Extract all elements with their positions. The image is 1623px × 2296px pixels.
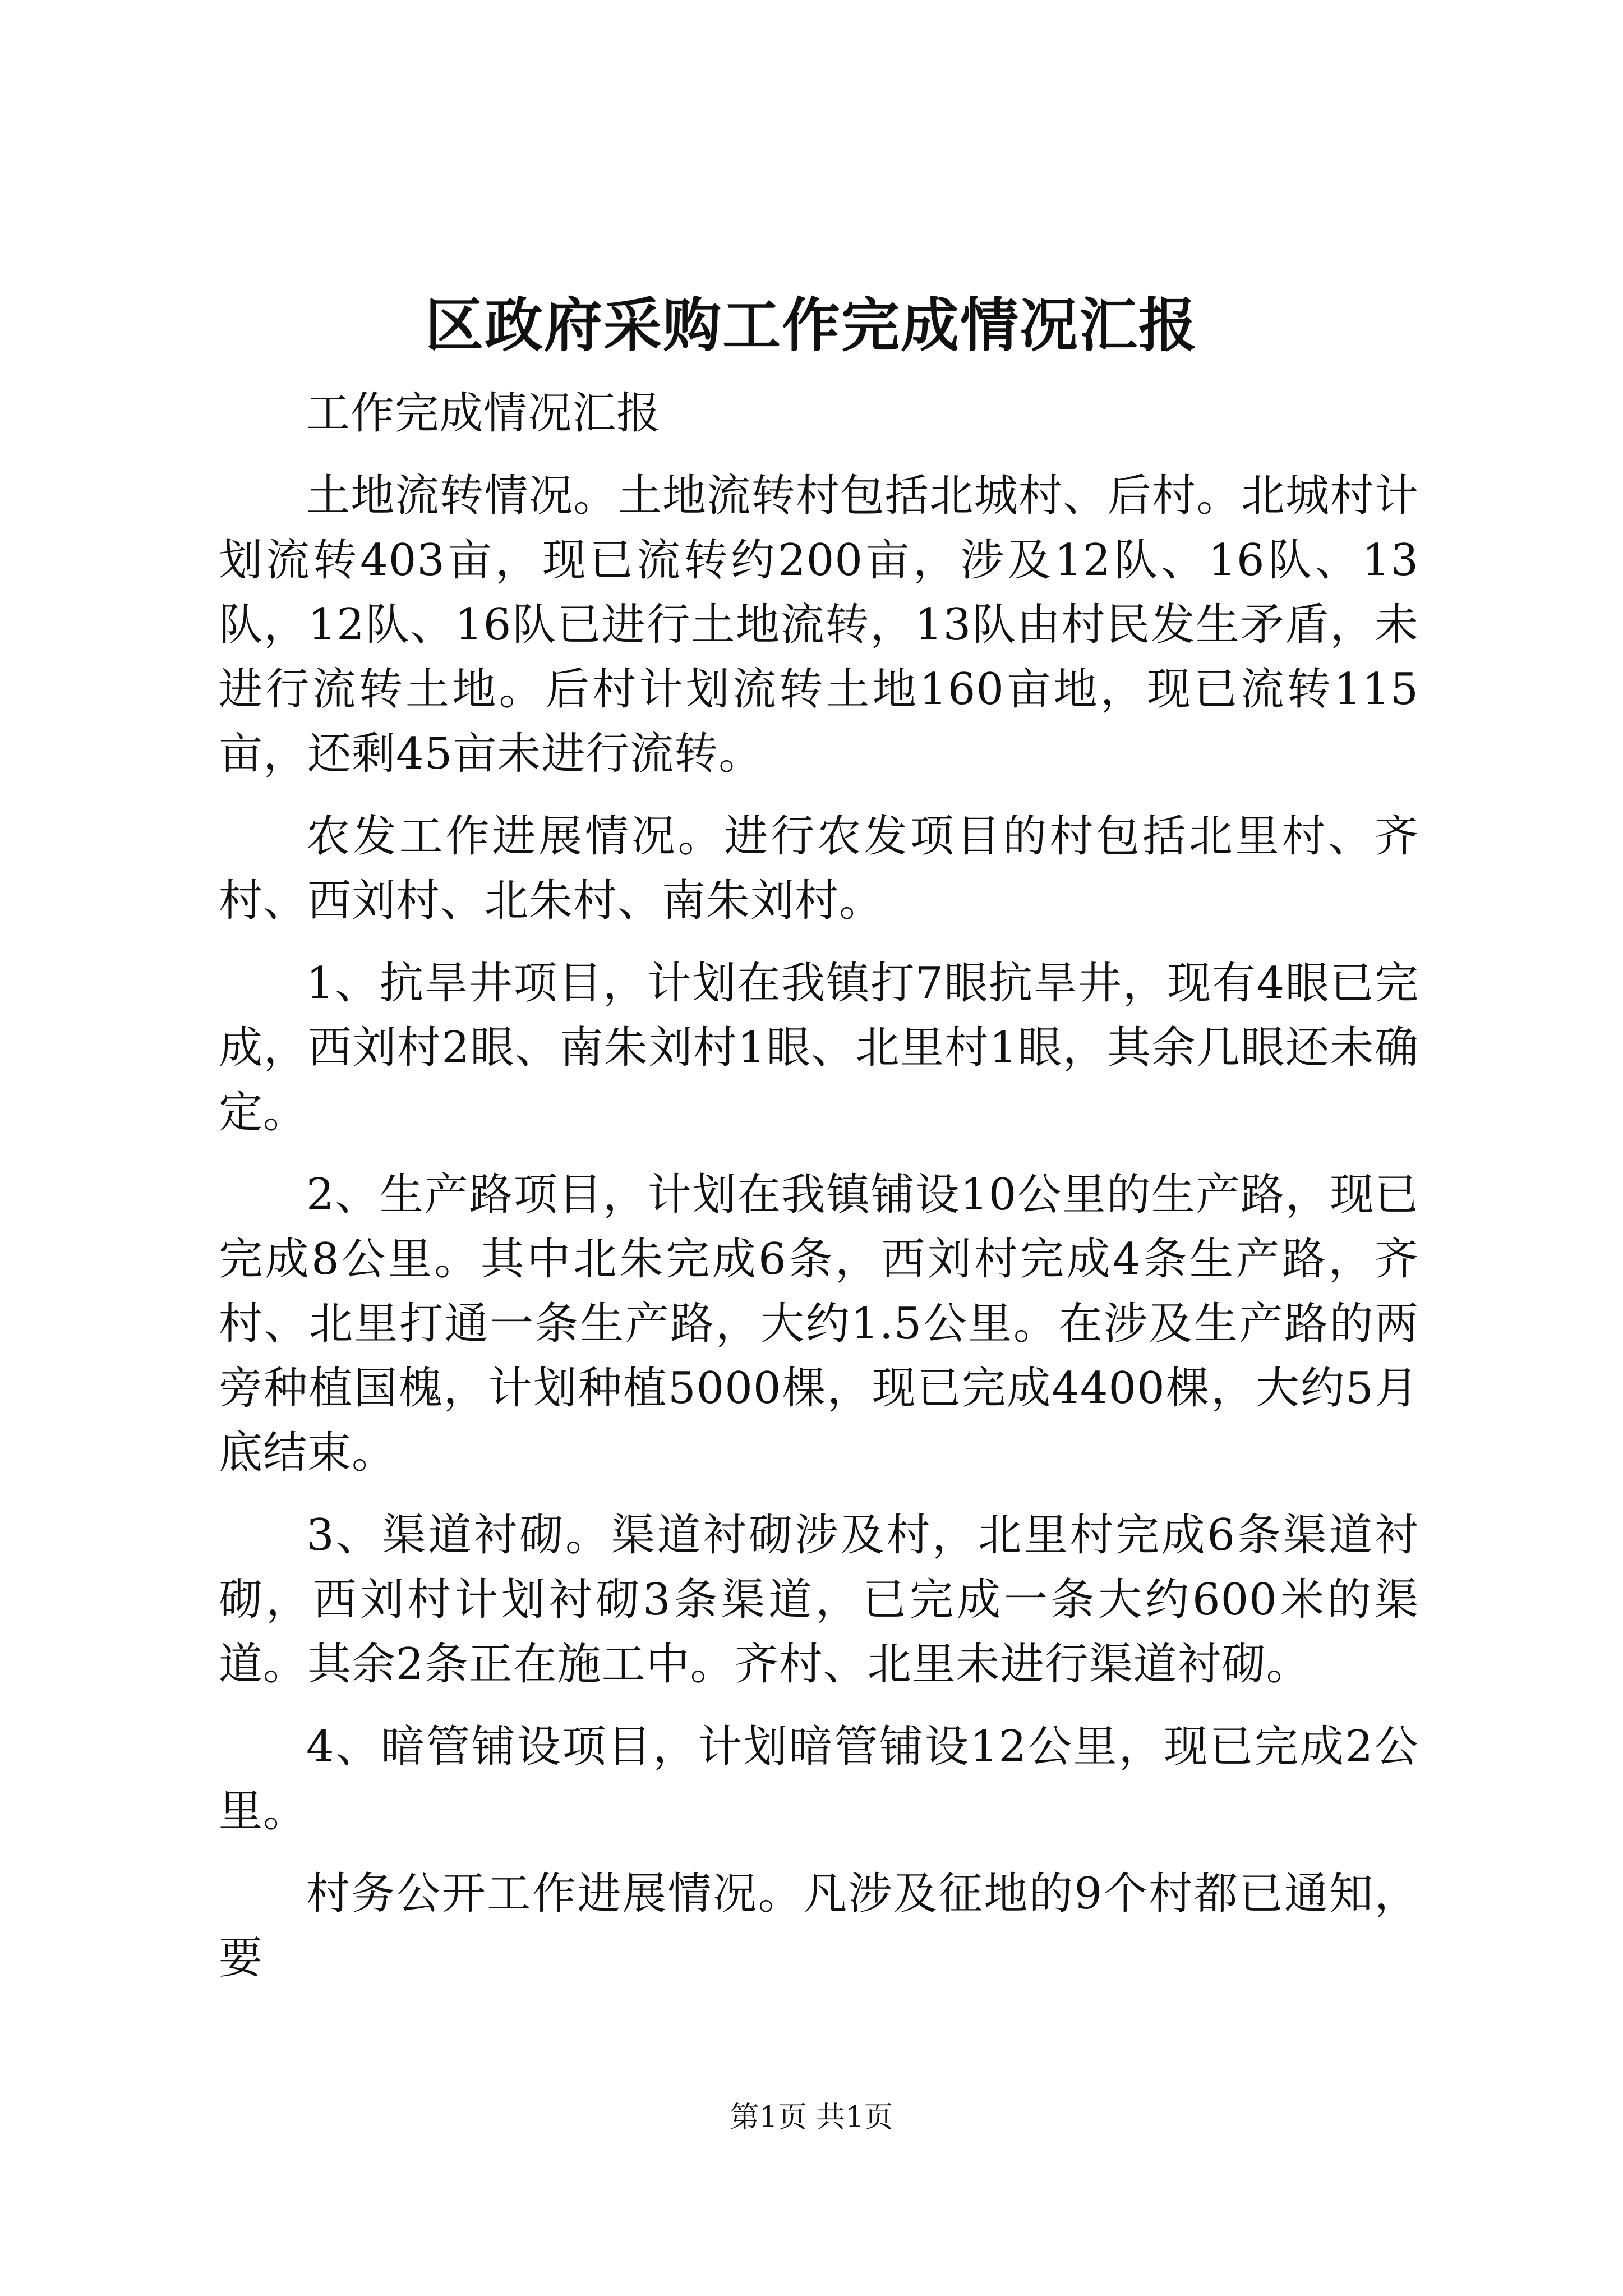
document-title: 区政府采购工作完成情况汇报	[425, 291, 1198, 360]
paragraph-production-roads: 2、生产路项目，计划在我镇铺设10公里的生产路，现已完成8公里。其中北朱完成6条，西刘村完成4条生产路，齐村、北里打通一条生产路，大约1.5公里。在涉及生产路的两旁种植国槐，计划种植5000棵，现已完成4400棵，大约5月底结束。	[219, 1170, 1419, 1478]
document-body	[219, 381, 1419, 2009]
paragraph-drought-wells: 1、抗旱井项目，计划在我镇打7眼抗旱井，现有4眼已完成，西刘村2眼、南朱刘村1眼、北里村1眼，其余几眼还未确定。	[219, 958, 1419, 1138]
paragraph-land-transfer: 土地流转情况。土地流转村包括北城村、后村。北城村计划流转403亩，现已流转约200亩，涉及12队、16队、13队，12队、16队已进行土地流转，13队由村民发生矛盾，未进行流转土地。后村计划流转土地160亩地，现已流转115亩，还剩45亩未进行流转。	[219, 471, 1419, 779]
paragraph-channel-lining: 3、渠道衬砌。渠道衬砌涉及村，北里村完成6条渠道衬砌，西刘村计划衬砌3条渠道，已完成一条大约600米的渠道。其余2条正在施工中。齐村、北里未进行渠道衬砌。	[219, 1510, 1419, 1690]
paragraph-village-affairs: 村务公开工作进展情况。凡涉及征地的9个村都已通知，要	[219, 1869, 1419, 1984]
paragraph-underground-pipes: 4、暗管铺设项目，计划暗管铺设12公里，现已完成2公里。	[219, 1722, 1419, 1837]
paragraph-agri-development: 农发工作进展情况。进行农发项目的村包括北里村、齐村、西刘村、北朱村、南朱刘村。	[219, 811, 1419, 926]
paragraph-subtitle: 工作完成情况汇报	[306, 388, 661, 439]
page-footer: 第1页 共1页	[730, 2101, 893, 2134]
